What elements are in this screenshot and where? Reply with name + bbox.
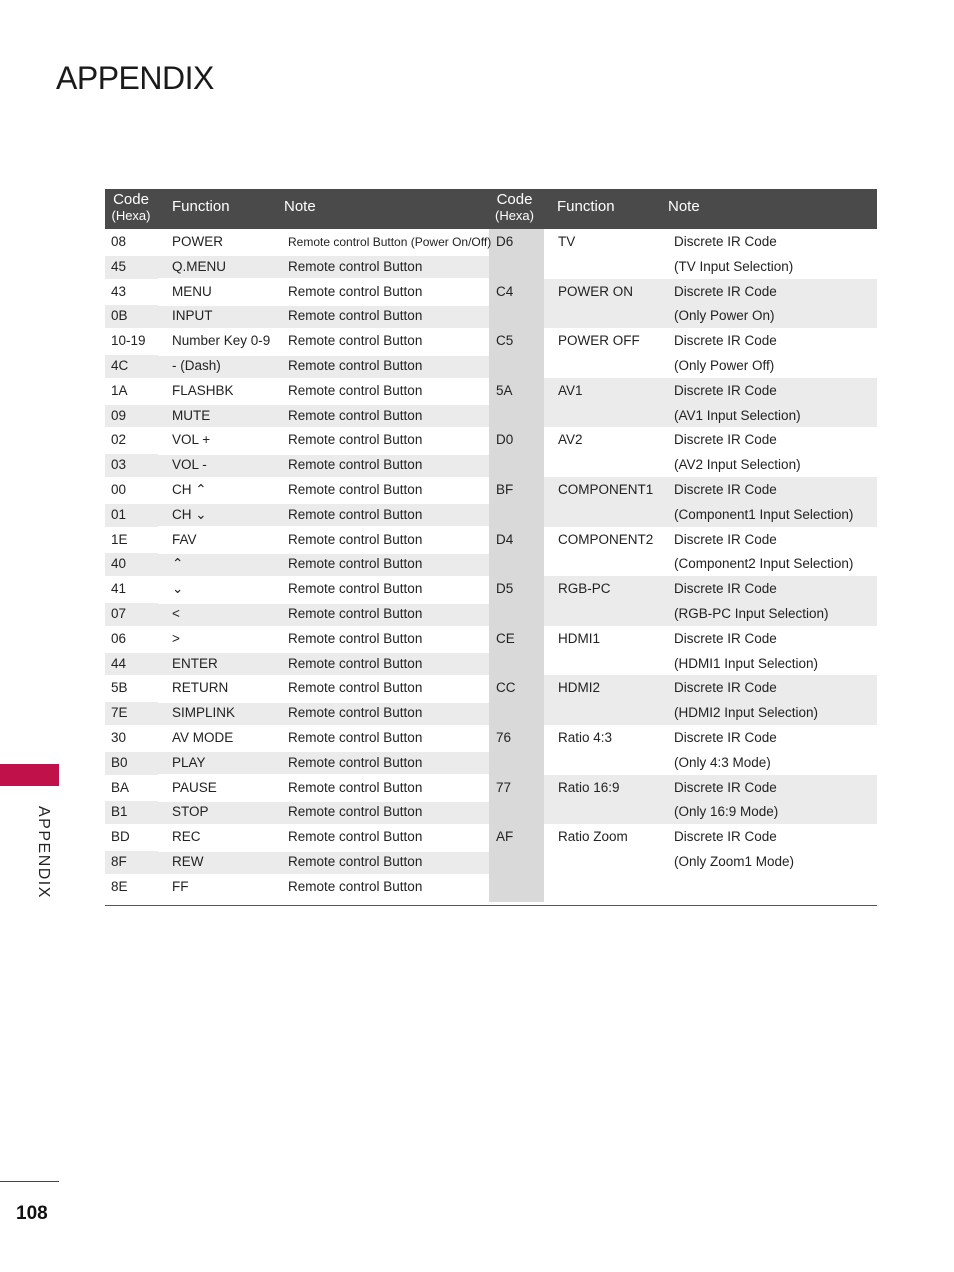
table-cell-function: VOL +	[172, 432, 211, 448]
table-header	[105, 189, 877, 229]
table-body	[105, 229, 877, 906]
table-cell-note: Discrete IR Code	[674, 432, 777, 448]
table-cell-code: 0B	[111, 308, 128, 324]
page-title: APPENDIX	[56, 60, 214, 96]
table-cell-note: (Component2 Input Selection)	[674, 556, 854, 572]
table-cell-code: B1	[111, 804, 128, 820]
table-cell-code: 7E	[111, 705, 128, 721]
table-cell-function: FAV	[172, 531, 197, 547]
table-cell-code: 45	[111, 258, 127, 274]
table-cell-code: 4C	[111, 358, 129, 373]
footer-rule	[0, 1181, 59, 1182]
table-cell-note: Remote control Button	[288, 754, 423, 770]
table-cell-note: Remote control Button	[288, 283, 423, 299]
header-code-label: Code	[113, 191, 149, 208]
table-cell-function: ENTER	[172, 655, 218, 671]
table-cell-function: FF	[172, 878, 189, 894]
table-cell-function: CH ⌄	[172, 506, 207, 522]
table-cell-note: (Only 4:3 Mode)	[674, 754, 771, 770]
table-cell-code: 06	[111, 630, 127, 646]
page-number: 108	[16, 1203, 48, 1224]
table-cell-note: Discrete IR Code	[674, 730, 777, 745]
table-cell-function: CH ⌃	[172, 482, 207, 497]
table-cell-function: FLASHBK	[172, 382, 234, 398]
table-cell-code: 41	[111, 581, 127, 597]
header-note-right: Note	[668, 198, 700, 215]
table-cell-code: B0	[111, 754, 128, 770]
table-cell-note: (AV1 Input Selection)	[674, 407, 801, 423]
ir-code-table	[105, 189, 877, 906]
table-cell-function: PLAY	[172, 754, 206, 770]
header-note-left: Note	[284, 198, 316, 215]
table-cell-code: C4	[496, 283, 514, 299]
table-cell-function: AV1	[558, 382, 583, 398]
table-cell-note: Discrete IR Code	[674, 779, 777, 795]
table-cell-note: (Only Power Off)	[674, 358, 775, 373]
table-cell-note: Remote control Button	[288, 779, 423, 795]
table-cell-note: Discrete IR Code	[674, 234, 777, 249]
table-cell-note: Discrete IR Code	[674, 630, 777, 646]
table-cell-note: Discrete IR Code	[674, 333, 777, 349]
table-cell-note: Remote control Button	[288, 432, 423, 448]
table-cell-note: (Only 16:9 Mode)	[674, 804, 779, 820]
table-cell-note: Remote control Button	[288, 878, 423, 894]
table-cell-note: Discrete IR Code	[674, 680, 777, 696]
table-cell-code: 8E	[111, 878, 128, 894]
table-cell-function: SIMPLINK	[172, 705, 236, 721]
header-code-left	[105, 189, 157, 229]
table-bottom-rule	[105, 905, 877, 906]
table-cell-code: 44	[111, 655, 127, 671]
table-cell-note: (Component1 Input Selection)	[674, 506, 854, 522]
table-cell-note: Remote control Button	[288, 358, 423, 373]
table-cell-code: 01	[111, 506, 127, 522]
table-cell-code: 00	[111, 482, 127, 497]
table-cell-note: Remote control Button	[288, 680, 423, 696]
table-cell-function: COMPONENT2	[558, 531, 654, 547]
table-cell-code: BD	[111, 829, 130, 845]
table-cell-code: 30	[111, 730, 127, 745]
table-cell-code: BF	[496, 482, 514, 497]
table-cell-code: 10-19	[111, 333, 146, 349]
table-cell-function: STOP	[172, 804, 209, 820]
table-cell-note: Remote control Button	[288, 482, 423, 497]
table-cell-function: Number Key 0-9	[172, 333, 271, 349]
table-cell-note: (AV2 Input Selection)	[674, 457, 801, 473]
table-cell-code: 8F	[111, 854, 127, 869]
table-cell-note: (HDMI1 Input Selection)	[674, 655, 819, 671]
table-cell-function: Ratio 4:3	[558, 730, 613, 745]
table-cell-note: Discrete IR Code	[674, 283, 777, 299]
table-cell-function: REW	[172, 854, 204, 869]
table-cell-note: Discrete IR Code	[674, 382, 777, 398]
table-cell-code: C5	[496, 333, 514, 349]
table-cell-function: Ratio Zoom	[558, 829, 628, 845]
table-cell-note: Discrete IR Code	[674, 829, 777, 845]
table-cell-code: D6	[496, 234, 514, 249]
table-cell-function: POWER	[172, 234, 224, 249]
table-cell-note: Remote control Button	[288, 730, 423, 745]
table-cell-code: D4	[496, 531, 514, 547]
table-cell-code: 09	[111, 407, 127, 423]
table-cell-function: PAUSE	[172, 779, 217, 795]
table-cell-function: Q.MENU	[172, 258, 226, 274]
table-cell-note: Remote control Button	[288, 606, 423, 621]
table-cell-code: D0	[496, 432, 514, 448]
table-cell-code: 40	[111, 556, 127, 572]
table-cell-note: Remote control Button	[288, 308, 423, 324]
table-cell-note: Remote control Button	[288, 655, 423, 671]
table-cell-note: (TV Input Selection)	[674, 258, 794, 274]
table-cell-code: 02	[111, 432, 127, 448]
header-function-right: Function	[557, 198, 615, 215]
table-cell-note: Remote control Button	[288, 804, 423, 820]
table-cell-note: Remote control Button	[288, 705, 423, 721]
table-cell-code: 5B	[111, 680, 128, 696]
table-cell-note: Remote control Button	[288, 829, 423, 845]
table-cell-code: 1A	[111, 382, 128, 398]
header-function-left: Function	[172, 198, 230, 215]
table-cell-function: <	[172, 606, 180, 621]
table-cell-function: - (Dash)	[172, 358, 221, 373]
table-cell-note: Remote control Button (Power On/Off)	[288, 235, 492, 249]
table-cell-code: AF	[496, 829, 514, 845]
table-cell-function: Ratio 16:9	[558, 779, 620, 795]
header-code-sub: (Hexa)	[494, 208, 534, 223]
table-cell-note: Remote control Button	[288, 556, 423, 572]
table-cell-note: Remote control Button	[288, 854, 423, 869]
table-cell-function: MUTE	[172, 407, 211, 423]
table-cell-function: COMPONENT1	[558, 482, 654, 497]
table-cell-note: Remote control Button	[288, 581, 423, 597]
table-cell-note: Remote control Button	[288, 382, 423, 398]
table-cell-note: Discrete IR Code	[674, 531, 777, 547]
section-tab-marker	[0, 764, 59, 786]
table-cell-note: Remote control Button	[288, 333, 423, 349]
table-cell-note: Discrete IR Code	[674, 581, 777, 597]
table-cell-code: CE	[496, 630, 515, 646]
table-cell-code: D5	[496, 581, 514, 597]
table-cell-note: (RGB-PC Input Selection)	[674, 606, 829, 621]
table-cell-code: 77	[496, 779, 512, 795]
table-cell-function: RGB-PC	[558, 581, 611, 597]
table-cell-function: >	[172, 630, 180, 646]
table-cell-function: ⌃	[172, 556, 184, 572]
table-cell-code: BA	[111, 779, 130, 795]
table-cell-function: POWER OFF	[558, 333, 640, 349]
table-cell-note: Remote control Button	[288, 531, 423, 547]
table-cell-code: 07	[111, 606, 127, 621]
table-cell-function: POWER ON	[558, 283, 634, 299]
table-cell-function: TV	[558, 234, 576, 249]
table-cell-function: HDMI1	[558, 630, 601, 646]
table-cell-function: MENU	[172, 283, 212, 299]
table-cell-note: Remote control Button	[288, 258, 423, 274]
table-cell-function: ⌄	[172, 581, 184, 597]
side-section-label: APPENDIX	[35, 806, 52, 899]
table-cell-note: Discrete IR Code	[674, 482, 777, 497]
table-cell-code: 43	[111, 283, 127, 299]
table-cell-function: HDMI2	[558, 680, 601, 696]
table-cell-code: 1E	[111, 531, 128, 547]
table-cell-function: AV2	[558, 432, 583, 448]
header-code-sub: (Hexa)	[111, 208, 151, 223]
table-cell-function: INPUT	[172, 308, 213, 324]
table-cell-note: Remote control Button	[288, 506, 423, 522]
table-cell-note: (Only Power On)	[674, 308, 775, 324]
header-code-right	[489, 189, 540, 229]
table-cell-function: AV MODE	[172, 730, 234, 745]
table-cell-code: 5A	[496, 382, 513, 398]
table-cell-note: (HDMI2 Input Selection)	[674, 705, 819, 721]
table-cell-note: Remote control Button	[288, 630, 423, 646]
table-cell-function: RETURN	[172, 680, 229, 696]
table-cell-code: 03	[111, 457, 127, 473]
table-cell-code: 08	[111, 234, 127, 249]
table-cell-note: Remote control Button	[288, 457, 423, 473]
table-cell-note: Remote control Button	[288, 407, 423, 423]
table-cell-function: VOL -	[172, 457, 207, 473]
table-cell-note: (Only Zoom1 Mode)	[674, 854, 795, 869]
header-code-label: Code	[496, 191, 533, 208]
table-cell-code: 76	[496, 730, 512, 745]
table-cell-function: REC	[172, 829, 201, 845]
table-cell-code: CC	[496, 680, 516, 696]
